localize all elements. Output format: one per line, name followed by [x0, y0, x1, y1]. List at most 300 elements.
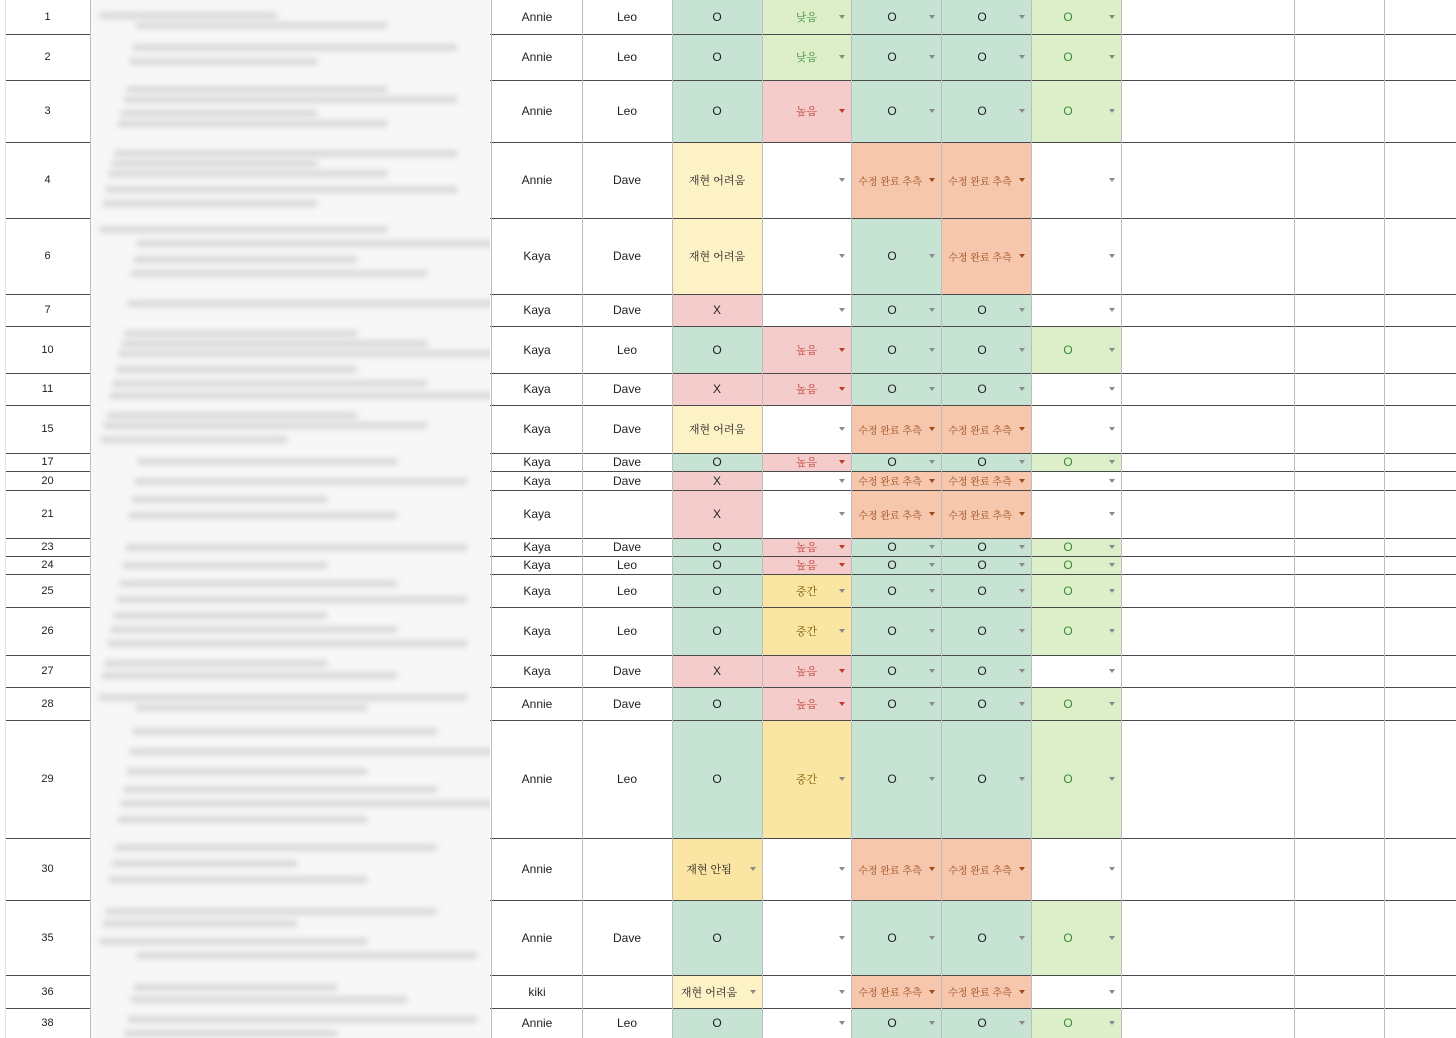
status-dropdown-c2[interactable] [762, 471, 851, 490]
empty-cell[interactable] [1384, 34, 1456, 80]
status-dropdown-c1[interactable] [672, 326, 762, 373]
status-dropdown-c1[interactable] [672, 373, 762, 405]
dropdown-caret-icon[interactable] [929, 479, 935, 483]
assignee-cell[interactable] [582, 720, 672, 838]
empty-cell[interactable] [1294, 142, 1384, 218]
dropdown-caret-icon[interactable] [929, 308, 935, 312]
empty-cell[interactable] [1294, 453, 1384, 471]
empty-cell[interactable] [1294, 538, 1384, 556]
dropdown-caret-icon[interactable] [839, 563, 845, 567]
empty-cell[interactable] [1294, 574, 1384, 607]
reviewer-cell[interactable] [492, 218, 582, 294]
assignee-cell[interactable] [582, 687, 672, 720]
status-dropdown-c1[interactable] [672, 142, 762, 218]
reviewer-cell[interactable] [492, 142, 582, 218]
status-dropdown-c2[interactable] [762, 405, 851, 453]
dropdown-caret-icon[interactable] [839, 308, 845, 312]
dropdown-caret-icon[interactable] [1019, 702, 1025, 706]
dropdown-caret-icon[interactable] [929, 55, 935, 59]
dropdown-caret-icon[interactable] [839, 460, 845, 464]
empty-cell[interactable] [1121, 607, 1294, 655]
status-dropdown-c1[interactable] [672, 556, 762, 574]
reviewer-cell[interactable] [492, 490, 582, 538]
status-dropdown-c3[interactable] [851, 556, 941, 574]
status-dropdown-c5[interactable] [1031, 218, 1121, 294]
empty-cell[interactable] [1384, 490, 1456, 538]
assignee-cell[interactable] [582, 453, 672, 471]
dropdown-caret-icon[interactable] [839, 387, 845, 391]
status-dropdown-c5[interactable] [1031, 655, 1121, 687]
dropdown-caret-icon[interactable] [1019, 589, 1025, 593]
dropdown-caret-icon[interactable] [1109, 55, 1115, 59]
dropdown-caret-icon[interactable] [1109, 348, 1115, 352]
empty-cell[interactable] [1384, 538, 1456, 556]
status-dropdown-c3[interactable] [851, 687, 941, 720]
reviewer-cell[interactable] [492, 574, 582, 607]
empty-cell[interactable] [1121, 405, 1294, 453]
dropdown-caret-icon[interactable] [1019, 563, 1025, 567]
status-dropdown-c4[interactable] [941, 142, 1031, 218]
dropdown-caret-icon[interactable] [839, 777, 845, 781]
status-dropdown-c5[interactable] [1031, 326, 1121, 373]
dropdown-caret-icon[interactable] [839, 589, 845, 593]
status-dropdown-c5[interactable] [1031, 574, 1121, 607]
empty-cell[interactable] [1121, 538, 1294, 556]
empty-cell[interactable] [1294, 218, 1384, 294]
dropdown-caret-icon[interactable] [1019, 479, 1025, 483]
empty-cell[interactable] [1294, 326, 1384, 373]
dropdown-caret-icon[interactable] [929, 15, 935, 19]
dropdown-caret-icon[interactable] [839, 427, 845, 431]
empty-cell[interactable] [1294, 34, 1384, 80]
dropdown-caret-icon[interactable] [1109, 629, 1115, 633]
reviewer-cell[interactable] [492, 373, 582, 405]
empty-cell[interactable] [1384, 574, 1456, 607]
dropdown-caret-icon[interactable] [1109, 777, 1115, 781]
reviewer-cell[interactable] [492, 687, 582, 720]
dropdown-caret-icon[interactable] [1019, 254, 1025, 258]
empty-cell[interactable] [1384, 655, 1456, 687]
status-dropdown-c5[interactable] [1031, 720, 1121, 838]
empty-cell[interactable] [1121, 142, 1294, 218]
assignee-cell[interactable] [582, 574, 672, 607]
empty-cell[interactable] [1384, 900, 1456, 975]
status-dropdown-c4[interactable] [941, 720, 1031, 838]
status-dropdown-c5[interactable] [1031, 490, 1121, 538]
dropdown-caret-icon[interactable] [929, 936, 935, 940]
empty-cell[interactable] [1294, 1008, 1384, 1038]
status-dropdown-c4[interactable] [941, 218, 1031, 294]
empty-cell[interactable] [1294, 471, 1384, 490]
empty-cell[interactable] [1121, 1008, 1294, 1038]
status-dropdown-c1[interactable] [672, 538, 762, 556]
status-dropdown-c2[interactable] [762, 373, 851, 405]
empty-cell[interactable] [1121, 34, 1294, 80]
empty-cell[interactable] [1121, 80, 1294, 142]
status-dropdown-c5[interactable] [1031, 838, 1121, 900]
dropdown-caret-icon[interactable] [1019, 867, 1025, 871]
status-dropdown-c1[interactable] [672, 1008, 762, 1038]
empty-cell[interactable] [1294, 80, 1384, 142]
dropdown-caret-icon[interactable] [1109, 460, 1115, 464]
empty-cell[interactable] [1384, 556, 1456, 574]
status-dropdown-c2[interactable] [762, 720, 851, 838]
assignee-cell[interactable] [582, 326, 672, 373]
status-dropdown-c1[interactable] [672, 405, 762, 453]
status-dropdown-c5[interactable] [1031, 900, 1121, 975]
empty-cell[interactable] [1384, 687, 1456, 720]
assignee-cell[interactable] [582, 294, 672, 326]
status-dropdown-c5[interactable] [1031, 538, 1121, 556]
status-dropdown-c5[interactable] [1031, 453, 1121, 471]
dropdown-caret-icon[interactable] [839, 702, 845, 706]
status-dropdown-c2[interactable] [762, 538, 851, 556]
status-dropdown-c5[interactable] [1031, 405, 1121, 453]
status-dropdown-c4[interactable] [941, 471, 1031, 490]
dropdown-caret-icon[interactable] [1019, 460, 1025, 464]
status-dropdown-c1[interactable] [672, 218, 762, 294]
dropdown-caret-icon[interactable] [750, 990, 756, 994]
reviewer-cell[interactable] [492, 80, 582, 142]
status-dropdown-c5[interactable] [1031, 34, 1121, 80]
empty-cell[interactable] [1294, 975, 1384, 1008]
empty-cell[interactable] [1294, 556, 1384, 574]
empty-cell[interactable] [1294, 405, 1384, 453]
dropdown-caret-icon[interactable] [750, 867, 756, 871]
status-dropdown-c3[interactable] [851, 80, 941, 142]
dropdown-caret-icon[interactable] [1109, 387, 1115, 391]
dropdown-caret-icon[interactable] [929, 777, 935, 781]
status-dropdown-c3[interactable] [851, 490, 941, 538]
status-dropdown-c1[interactable] [672, 453, 762, 471]
dropdown-caret-icon[interactable] [1019, 109, 1025, 113]
status-dropdown-c5[interactable] [1031, 1008, 1121, 1038]
status-dropdown-c1[interactable] [672, 655, 762, 687]
dropdown-caret-icon[interactable] [839, 109, 845, 113]
dropdown-caret-icon[interactable] [1109, 308, 1115, 312]
status-dropdown-c3[interactable] [851, 900, 941, 975]
empty-cell[interactable] [1384, 373, 1456, 405]
dropdown-caret-icon[interactable] [1109, 427, 1115, 431]
empty-cell[interactable] [1121, 720, 1294, 838]
empty-cell[interactable] [1294, 655, 1384, 687]
assignee-cell[interactable] [582, 405, 672, 453]
status-dropdown-c3[interactable] [851, 218, 941, 294]
empty-cell[interactable] [1294, 687, 1384, 720]
dropdown-caret-icon[interactable] [1019, 990, 1025, 994]
status-dropdown-c4[interactable] [941, 373, 1031, 405]
empty-cell[interactable] [1384, 720, 1456, 838]
reviewer-cell[interactable] [492, 975, 582, 1008]
status-dropdown-c2[interactable] [762, 490, 851, 538]
dropdown-caret-icon[interactable] [929, 387, 935, 391]
status-dropdown-c4[interactable] [941, 0, 1031, 34]
status-dropdown-c1[interactable] [672, 490, 762, 538]
empty-cell[interactable] [1121, 687, 1294, 720]
status-dropdown-c1[interactable] [672, 574, 762, 607]
status-dropdown-c2[interactable] [762, 34, 851, 80]
dropdown-caret-icon[interactable] [929, 178, 935, 182]
status-dropdown-c5[interactable] [1031, 373, 1121, 405]
status-dropdown-c4[interactable] [941, 838, 1031, 900]
status-dropdown-c2[interactable] [762, 900, 851, 975]
status-dropdown-c3[interactable] [851, 838, 941, 900]
dropdown-caret-icon[interactable] [839, 348, 845, 352]
dropdown-caret-icon[interactable] [1109, 479, 1115, 483]
reviewer-cell[interactable] [492, 294, 582, 326]
dropdown-caret-icon[interactable] [1019, 669, 1025, 673]
reviewer-cell[interactable] [492, 453, 582, 471]
status-dropdown-c4[interactable] [941, 556, 1031, 574]
reviewer-cell[interactable] [492, 538, 582, 556]
status-dropdown-c4[interactable] [941, 607, 1031, 655]
assignee-cell[interactable] [582, 142, 672, 218]
dropdown-caret-icon[interactable] [929, 867, 935, 871]
dropdown-caret-icon[interactable] [839, 867, 845, 871]
status-dropdown-c3[interactable] [851, 34, 941, 80]
status-dropdown-c3[interactable] [851, 142, 941, 218]
dropdown-caret-icon[interactable] [1109, 254, 1115, 258]
assignee-cell[interactable] [582, 471, 672, 490]
dropdown-caret-icon[interactable] [1109, 545, 1115, 549]
reviewer-cell[interactable] [492, 720, 582, 838]
empty-cell[interactable] [1384, 80, 1456, 142]
status-dropdown-c1[interactable] [672, 687, 762, 720]
assignee-cell[interactable] [582, 538, 672, 556]
assignee-cell[interactable] [582, 838, 672, 900]
status-dropdown-c1[interactable] [672, 0, 762, 34]
dropdown-caret-icon[interactable] [1019, 512, 1025, 516]
dropdown-caret-icon[interactable] [1019, 308, 1025, 312]
dropdown-caret-icon[interactable] [1109, 563, 1115, 567]
dropdown-caret-icon[interactable] [1019, 936, 1025, 940]
dropdown-caret-icon[interactable] [839, 512, 845, 516]
dropdown-caret-icon[interactable] [839, 479, 845, 483]
status-dropdown-c2[interactable] [762, 574, 851, 607]
assignee-cell[interactable] [582, 0, 672, 34]
dropdown-caret-icon[interactable] [929, 1021, 935, 1025]
status-dropdown-c2[interactable] [762, 655, 851, 687]
assignee-cell[interactable] [582, 490, 672, 538]
dropdown-caret-icon[interactable] [929, 669, 935, 673]
empty-cell[interactable] [1384, 218, 1456, 294]
dropdown-caret-icon[interactable] [929, 512, 935, 516]
dropdown-caret-icon[interactable] [929, 702, 935, 706]
status-dropdown-c3[interactable] [851, 326, 941, 373]
dropdown-caret-icon[interactable] [929, 254, 935, 258]
dropdown-caret-icon[interactable] [1109, 178, 1115, 182]
empty-cell[interactable] [1294, 720, 1384, 838]
dropdown-caret-icon[interactable] [1019, 545, 1025, 549]
status-dropdown-c3[interactable] [851, 607, 941, 655]
status-dropdown-c5[interactable] [1031, 687, 1121, 720]
empty-cell[interactable] [1121, 975, 1294, 1008]
status-dropdown-c3[interactable] [851, 0, 941, 34]
reviewer-cell[interactable] [492, 34, 582, 80]
status-dropdown-c5[interactable] [1031, 294, 1121, 326]
dropdown-caret-icon[interactable] [1109, 589, 1115, 593]
status-dropdown-c3[interactable] [851, 453, 941, 471]
status-dropdown-c5[interactable] [1031, 80, 1121, 142]
status-dropdown-c3[interactable] [851, 1008, 941, 1038]
empty-cell[interactable] [1121, 294, 1294, 326]
dropdown-caret-icon[interactable] [1109, 512, 1115, 516]
empty-cell[interactable] [1294, 838, 1384, 900]
dropdown-caret-icon[interactable] [1109, 15, 1115, 19]
status-dropdown-c4[interactable] [941, 1008, 1031, 1038]
empty-cell[interactable] [1294, 373, 1384, 405]
empty-cell[interactable] [1384, 838, 1456, 900]
empty-cell[interactable] [1384, 326, 1456, 373]
empty-cell[interactable] [1121, 900, 1294, 975]
empty-cell[interactable] [1121, 556, 1294, 574]
assignee-cell[interactable] [582, 218, 672, 294]
reviewer-cell[interactable] [492, 607, 582, 655]
status-dropdown-c4[interactable] [941, 34, 1031, 80]
dropdown-caret-icon[interactable] [1109, 109, 1115, 113]
empty-cell[interactable] [1384, 1008, 1456, 1038]
empty-cell[interactable] [1294, 900, 1384, 975]
dropdown-caret-icon[interactable] [1019, 629, 1025, 633]
dropdown-caret-icon[interactable] [1019, 777, 1025, 781]
dropdown-caret-icon[interactable] [1109, 867, 1115, 871]
dropdown-caret-icon[interactable] [1019, 387, 1025, 391]
status-dropdown-c4[interactable] [941, 326, 1031, 373]
status-dropdown-c2[interactable] [762, 607, 851, 655]
empty-cell[interactable] [1121, 373, 1294, 405]
reviewer-cell[interactable] [492, 326, 582, 373]
status-dropdown-c1[interactable] [672, 471, 762, 490]
reviewer-cell[interactable] [492, 405, 582, 453]
status-dropdown-c2[interactable] [762, 1008, 851, 1038]
dropdown-caret-icon[interactable] [1019, 1021, 1025, 1025]
empty-cell[interactable] [1121, 490, 1294, 538]
status-dropdown-c5[interactable] [1031, 556, 1121, 574]
status-dropdown-c5[interactable] [1031, 975, 1121, 1008]
status-dropdown-c3[interactable] [851, 975, 941, 1008]
dropdown-caret-icon[interactable] [929, 990, 935, 994]
empty-cell[interactable] [1121, 471, 1294, 490]
reviewer-cell[interactable] [492, 838, 582, 900]
dropdown-caret-icon[interactable] [839, 545, 845, 549]
dropdown-caret-icon[interactable] [1019, 427, 1025, 431]
status-dropdown-c3[interactable] [851, 471, 941, 490]
dropdown-caret-icon[interactable] [929, 460, 935, 464]
empty-cell[interactable] [1384, 405, 1456, 453]
status-dropdown-c3[interactable] [851, 720, 941, 838]
empty-cell[interactable] [1384, 975, 1456, 1008]
status-dropdown-c2[interactable] [762, 687, 851, 720]
dropdown-caret-icon[interactable] [839, 254, 845, 258]
empty-cell[interactable] [1294, 607, 1384, 655]
assignee-cell[interactable] [582, 80, 672, 142]
status-dropdown-c3[interactable] [851, 574, 941, 607]
status-dropdown-c5[interactable] [1031, 142, 1121, 218]
dropdown-caret-icon[interactable] [1109, 990, 1115, 994]
dropdown-caret-icon[interactable] [839, 669, 845, 673]
status-dropdown-c4[interactable] [941, 294, 1031, 326]
status-dropdown-c2[interactable] [762, 453, 851, 471]
dropdown-caret-icon[interactable] [839, 1021, 845, 1025]
status-dropdown-c4[interactable] [941, 80, 1031, 142]
reviewer-cell[interactable] [492, 556, 582, 574]
assignee-cell[interactable] [582, 1008, 672, 1038]
empty-cell[interactable] [1121, 0, 1294, 34]
status-dropdown-c4[interactable] [941, 574, 1031, 607]
assignee-cell[interactable] [582, 373, 672, 405]
empty-cell[interactable] [1294, 0, 1384, 34]
dropdown-caret-icon[interactable] [929, 427, 935, 431]
empty-cell[interactable] [1384, 471, 1456, 490]
empty-cell[interactable] [1121, 326, 1294, 373]
assignee-cell[interactable] [582, 900, 672, 975]
reviewer-cell[interactable] [492, 900, 582, 975]
status-dropdown-c3[interactable] [851, 294, 941, 326]
dropdown-caret-icon[interactable] [839, 55, 845, 59]
status-dropdown-c4[interactable] [941, 655, 1031, 687]
assignee-cell[interactable] [582, 556, 672, 574]
dropdown-caret-icon[interactable] [929, 629, 935, 633]
status-dropdown-c5[interactable] [1031, 471, 1121, 490]
status-dropdown-c4[interactable] [941, 687, 1031, 720]
dropdown-caret-icon[interactable] [929, 109, 935, 113]
status-dropdown-c5[interactable] [1031, 0, 1121, 34]
dropdown-caret-icon[interactable] [929, 545, 935, 549]
empty-cell[interactable] [1384, 0, 1456, 34]
status-dropdown-c1[interactable] [672, 838, 762, 900]
assignee-cell[interactable] [582, 975, 672, 1008]
status-dropdown-c2[interactable] [762, 294, 851, 326]
dropdown-caret-icon[interactable] [1019, 348, 1025, 352]
status-dropdown-c4[interactable] [941, 538, 1031, 556]
dropdown-caret-icon[interactable] [1109, 936, 1115, 940]
empty-cell[interactable] [1384, 607, 1456, 655]
dropdown-caret-icon[interactable] [929, 563, 935, 567]
status-dropdown-c1[interactable] [672, 34, 762, 80]
reviewer-cell[interactable] [492, 0, 582, 34]
status-dropdown-c1[interactable] [672, 80, 762, 142]
reviewer-cell[interactable] [492, 1008, 582, 1038]
empty-cell[interactable] [1384, 453, 1456, 471]
assignee-cell[interactable] [582, 655, 672, 687]
dropdown-caret-icon[interactable] [1019, 55, 1025, 59]
reviewer-cell[interactable] [492, 655, 582, 687]
status-dropdown-c4[interactable] [941, 490, 1031, 538]
status-dropdown-c4[interactable] [941, 975, 1031, 1008]
status-dropdown-c2[interactable] [762, 556, 851, 574]
dropdown-caret-icon[interactable] [929, 589, 935, 593]
empty-cell[interactable] [1384, 142, 1456, 218]
status-dropdown-c3[interactable] [851, 373, 941, 405]
status-dropdown-c2[interactable] [762, 142, 851, 218]
dropdown-caret-icon[interactable] [839, 936, 845, 940]
status-dropdown-c2[interactable] [762, 0, 851, 34]
dropdown-caret-icon[interactable] [839, 15, 845, 19]
reviewer-cell[interactable] [492, 471, 582, 490]
dropdown-caret-icon[interactable] [1109, 702, 1115, 706]
status-dropdown-c1[interactable] [672, 720, 762, 838]
assignee-cell[interactable] [582, 34, 672, 80]
empty-cell[interactable] [1384, 294, 1456, 326]
status-dropdown-c2[interactable] [762, 80, 851, 142]
status-dropdown-c4[interactable] [941, 453, 1031, 471]
dropdown-caret-icon[interactable] [929, 348, 935, 352]
status-dropdown-c1[interactable] [672, 607, 762, 655]
empty-cell[interactable] [1121, 218, 1294, 294]
status-dropdown-c2[interactable] [762, 975, 851, 1008]
dropdown-caret-icon[interactable] [839, 990, 845, 994]
status-dropdown-c2[interactable] [762, 326, 851, 373]
